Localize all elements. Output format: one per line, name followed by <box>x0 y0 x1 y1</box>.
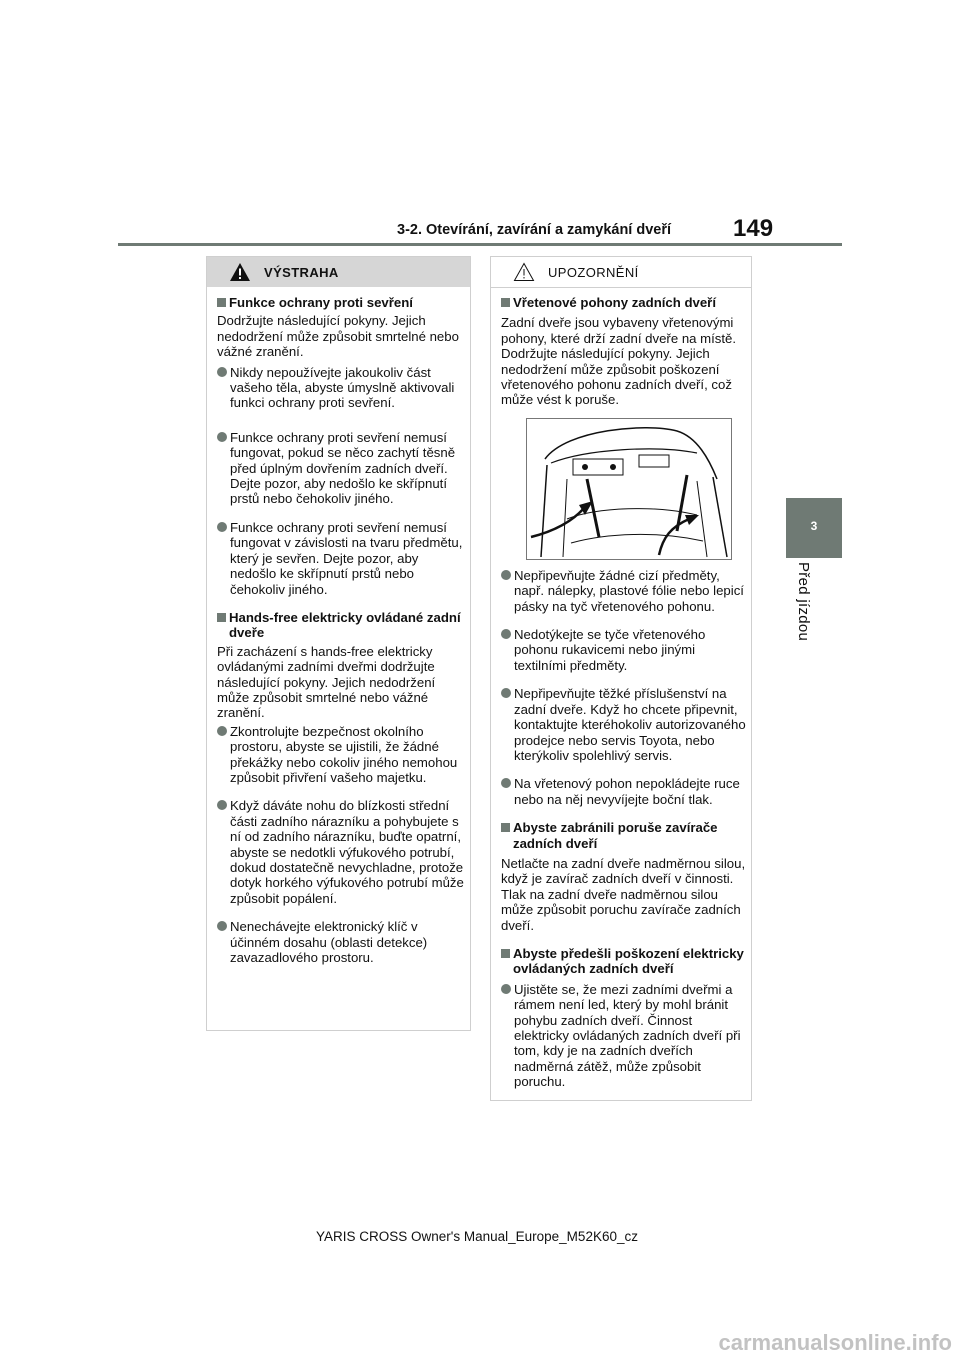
warning-header <box>207 257 470 287</box>
manual-footer: YARIS CROSS Owner's Manual_Europe_M52K60_cz <box>316 1229 638 1244</box>
warning-bullet: Když dáváte nohu do blízkosti střední části zadního nárazníku a pohybujete s ní od zadního nárazníku, buďte opatrní, abyste se nedotkli výfukového potrubí, dokud dostatečně nevychladne, protože dotyk horkého výfukového potrubí může způsobit popálení. <box>217 798 465 906</box>
caution-bullet: Nepřipevňujte žádné cizí předměty, např. nálepky, plastové fólie nebo lepicí pásky na tyč vřetenového pohonu. <box>501 568 747 614</box>
chapter-label: Před jízdou <box>795 562 812 642</box>
tailgate-drawing <box>527 419 731 559</box>
warning-bullet: Funkce ochrany proti sevření nemusí fungovat v závislosti na tvaru předmětu, který je sevřen. Dejte pozor, aby nedošlo ke skřípnutí prstů nebo čehokoliv jiného. <box>217 520 465 597</box>
chapter-number: 3 <box>810 519 818 533</box>
caution-bullet: Na vřetenový pohon nepokládejte ruce nebo na něj nevyvíjejte boční tlak. <box>501 776 747 807</box>
warning-heading-handsfree: Hands-free elektricky ovládané zadní dveře <box>217 610 465 641</box>
site-watermark: carmanualsonline.info <box>718 1330 952 1355</box>
caution-bullet: Nedotýkejte se tyče vřetenového pohonu rukavicemi nebo jinými textilními předměty. <box>501 627 747 673</box>
caution-heading-closer: Abyste zabránili poruše zavírače zadních dveří <box>501 820 747 851</box>
caution-heading-struts: Vřetenové pohony zadních dveří <box>501 295 747 310</box>
caution-body <box>501 293 747 1090</box>
warning-box <box>206 256 471 1031</box>
caution-box <box>490 256 752 1101</box>
caution-bullet: Nepřipevňujte těžké příslušenství na zadní dveře. Když ho chcete připevnit, kontaktujte kteréhokoliv autorizovaného prodejce nebo servis Toyota, nebo kterýkoliv spolehlivý servis. <box>501 686 747 763</box>
caution-paragraph: Zadní dveře jsou vybaveny vřetenovými pohony, které drží zadní dveře na místě. Dodržujte následující pokyny. Jejich nedodržení může způsobit poškození vřetenového pohonu zadních dveří, což může vést k poruše. <box>501 315 737 408</box>
warning-bullet: Funkce ochrany proti sevření nemusí fungovat, pokud se něco zachytí těsně před úplným dovřením zadních dveří. Dejte pozor, aby nedošlo ke skřípnutí prstů nebo čehokoliv jiného. <box>217 430 465 507</box>
warning-paragraph: Dodržujte následující pokyny. Jejich nedodržení může způsobit smrtelné nebo vážné zranění. <box>217 313 459 360</box>
header-rule <box>118 243 842 246</box>
warning-paragraph: Při zacházení s hands-free elektricky ovládanými zadními dveřmi dodržujte následující pokyny. Jejich nedodržení může způsobit smrtelné nebo vážné zranění. <box>217 643 436 721</box>
section-title: 3-2. Otevírání, zavírání a zamykání dveří <box>397 222 672 238</box>
caution-header <box>491 257 751 288</box>
caution-paragraph: Netlačte na zadní dveře nadměrnou silou, když je zavírač zadních dveří v činnosti. Tlak na zadní dveře nadměrnou silou může způsobit poruchu zavírače zadních dveří. <box>501 855 746 933</box>
page-number: 149 <box>733 215 774 242</box>
caution-triangle-icon <box>513 262 535 282</box>
caution-title: UPOZORNĚNÍ <box>548 265 639 280</box>
warning-bullet: Zkontrolujte bezpečnost okolního prostoru, abyste se ujistili, že žádné překážky nebo cokoliv jiného nemohou způsobit přivření vašeho majetku. <box>217 724 465 786</box>
warning-triangle-icon <box>229 262 251 282</box>
warning-bullet: Nenechávejte elektronický klíč v účinném dosahu (oblasti detekce) zavazadlového prostoru. <box>217 919 465 965</box>
warning-body <box>217 293 465 965</box>
warning-bullet: Nikdy nepoužívejte jakoukoliv část vašeho těla, abyste úmyslně aktivovali funkci ochrany proti sevření. <box>217 365 465 411</box>
warning-title: VÝSTRAHA <box>264 265 339 280</box>
tailgate-illustration <box>526 418 732 560</box>
caution-bullet: Ujistěte se, že mezi zadními dveřmi a rámem není led, který by mohl bránit pohybu zadních dveří. Činnost elektricky ovládaných zadních dveří při tom, kdy je na zadních dveřích nadměrná zátěž, může způsobit poruchu. <box>501 982 747 1090</box>
caution-heading-damage: Abyste předešli poškození elektricky ovládaných zadních dveří <box>501 946 747 977</box>
warning-heading-pinch: Funkce ochrany proti sevření <box>217 295 465 310</box>
